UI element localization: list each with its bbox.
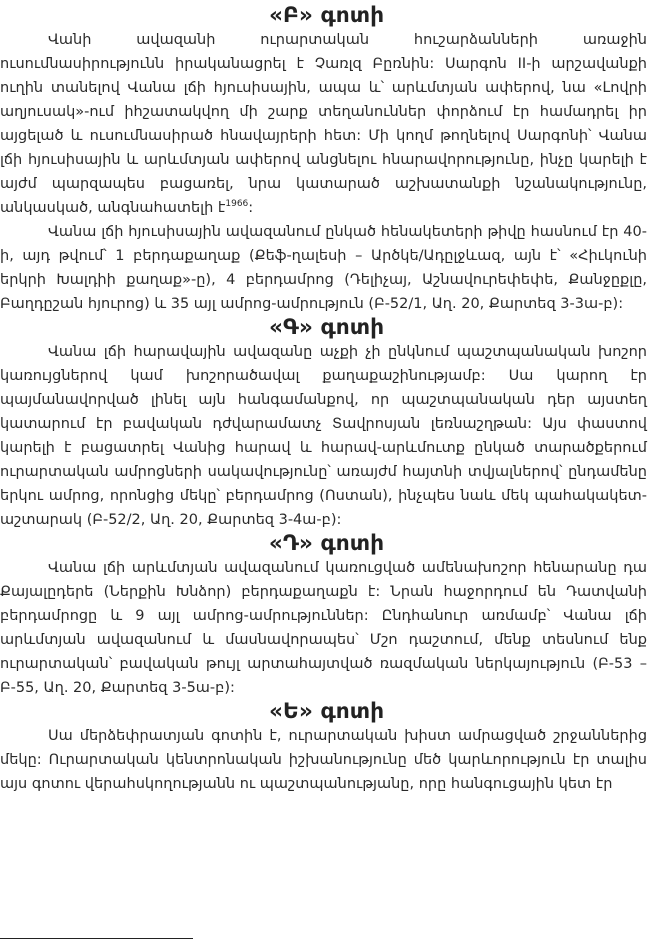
paragraph-text: Վանա լճի հարավային ավազանը աչքի չի ընկնում պաշտպանական խոշոր կառույցներով կամ խոշորածավալ քաղաքաշինությամբ: Սա կարող էր պայմանավորված լինել այն հանգամանքով, որ պաշտպանական դեր այստեղ կատարում էր բավական դժվարամատչ Տավրոսյան լեռնաշղթան: Այս փաստով կարելի է բացատրել Վանից հարավ և հարավ-արևմուտք ընկած տարածքերում ուրարտական ամրոցների սակավությունը՝ առայժմ հայտնի տվյալներով՝ ընդամենը երկու ամրոց, որոնցից մեկը՝ բերդամրոց (Ոստան), ինչպես նաև մեկ պահակակետ-աշտարակ (Բ-52/2, Աղ. 20, Քարտեզ 3-4ա-բ): [0,344,647,528]
paragraph [0,556,647,700]
section-heading-b: «Բ» գոտի [268,3,385,28]
section-heading-d: «Դ» գոտի [268,531,385,556]
section-heading-e: «Ե» գոտի [268,699,385,724]
paragraph [0,340,647,532]
paragraph-tail: : [248,200,254,216]
paragraph [0,220,647,316]
paragraph [0,28,647,220]
footnote-separator [0,938,193,939]
paragraph-text: Սա մերձեփրատյան գոտին է, ուրարտական խիստ ամրացված շրջաններից մեկը: Ուրարտական կենտրոնական իշխանությունը մեծ կարևորություն էր տալիս այս գոտու վերահսկողությանն ու պաշտպանությանը, որը հանգուցային կետ էր [0,728,647,792]
section-heading-g: «Գ» գոտի [268,315,385,340]
paragraph-text: Վանա լճի հյուսիսային ավազանում ընկած հենակետերի թիվը հասնում էր 40-ի, այդ թվում՝ 1 բերդաքաղաք (Քեֆ-ղալեսի – Արծկե/Ադըլջևազ, այն է՝ «Հիւկունի երկրի Խալդիի քաղաք»-ը), 4 բերդամրոց (Դելիչայ, Աշնավուրեփեփե, Քանջըքլը, Բաղդըշան հյուրոց) և 35 այլ ամրոց-ամրություն (Բ-52/1, Աղ. 20, Քարտեզ 3-3ա-բ): [0,224,647,312]
paragraph-text: Վանի ավազանի ուրարտական հուշարձանների առաջին ուսումնասիրությունն իրականացրել է Չառլզ Բըռնին: Սարգոն II-ի արշավանքի ուղին տանելով Վանա լճի հյուսիսային, ապա և՝ արևմտյան ափերով, նա «Լովրի աղյուսակ»-ում իհշատակվող մի շարք տեղանուններ փորձում էր համադրել իր այցելած և ուսումնասիրած հնավայրերի հետ: Մի կողմ թողնելով Սարգոնի՝ Վանա լճի հյուսիսային և արևմտյան ափերով անցնելու հնարավորությունը, ինչը կարելի է այժմ պարզապես բացառել, նրա կատարած աշխատանքի նշանակությունը, անկասկած, անգնահատելի է [0,32,647,216]
footnote-ref[interactable]: 1966 [225,199,249,210]
paragraph [0,724,647,796]
paragraph-text: Վանա լճի արևմտյան ավազանում կառուցված ամենախոշոր հենարանը դա Քայալըդերե (Ներքին Խնձոր) բերդաքաղաքն է: Նրան հաջորդում են Դատվանի բերդամրոցը և 9 այլ ամրոց-ամրություններ: Ընդհանուր առմամբ՝ Վանա լճի արևմտյան ավազանում և մասնավորապես՝ Մշո դաշտում, մենք տեսնում ենք ուրարտական՝ բավական թույլ արտահայտված ռազմական ներկայություն (Բ-53 – Բ-55, Աղ. 20, Քարտեզ 3-5ա-բ): [0,560,647,696]
